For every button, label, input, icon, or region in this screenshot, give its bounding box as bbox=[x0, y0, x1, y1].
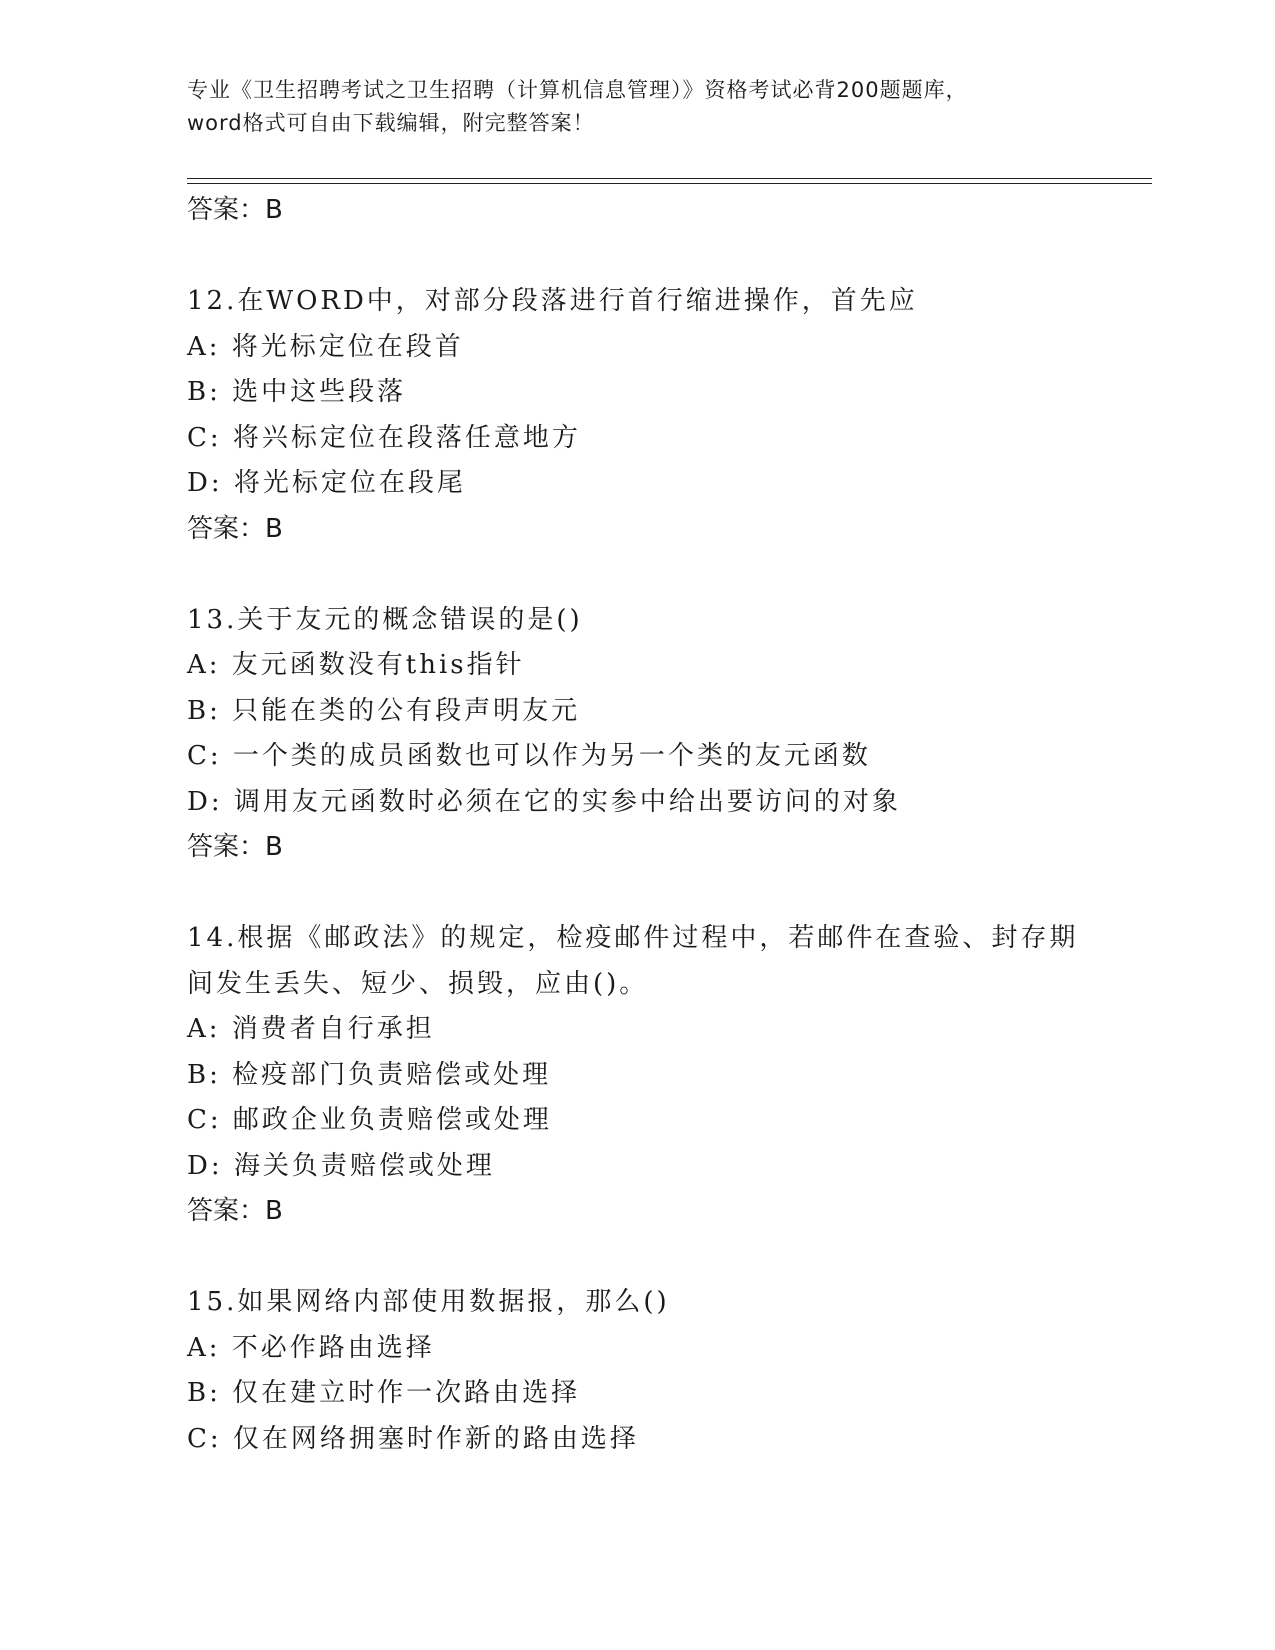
option-b: B: 仅在建立时作一次路由选择 bbox=[187, 1378, 581, 1408]
question-12 bbox=[187, 279, 1152, 552]
option-b: B: 选中这些段落 bbox=[187, 377, 407, 407]
question-stem: 13.关于友元的概念错误的是() bbox=[187, 604, 583, 635]
option-d: D: 将光标定位在段尾 bbox=[187, 468, 466, 498]
answer-line: 答案：B bbox=[187, 195, 283, 225]
answer-line: 答案：B bbox=[187, 832, 283, 862]
option-c: C: 邮政企业负责赔偿或处理 bbox=[187, 1105, 552, 1135]
question-stem: 12.在WORD中，对部分段落进行首行缩进操作，首先应 bbox=[187, 286, 918, 316]
document-body bbox=[187, 188, 1152, 1462]
answer-line: 答案：B bbox=[187, 513, 283, 544]
header-divider-top bbox=[187, 178, 1152, 179]
question-14 bbox=[187, 916, 1152, 1234]
option-c: C: 仅在网络拥塞时作新的路由选择 bbox=[187, 1423, 639, 1454]
option-d: D: 海关负责赔偿或处理 bbox=[187, 1150, 495, 1181]
header-line-2: word格式可自由下载编辑，附完整答案！ bbox=[187, 111, 595, 135]
option-a: A: 不必作路由选择 bbox=[187, 1332, 435, 1363]
option-a: A: 将光标定位在段首 bbox=[187, 331, 464, 362]
question-13 bbox=[187, 598, 1152, 871]
option-c: C: 一个类的成员函数也可以作为另一个类的友元函数 bbox=[187, 741, 871, 771]
option-d: D: 调用友元函数时必须在它的实参中给出要访问的对象 bbox=[187, 786, 901, 817]
option-a: A: 消费者自行承担 bbox=[187, 1014, 435, 1044]
header-divider-bottom bbox=[187, 183, 1152, 184]
question-15 bbox=[187, 1280, 1152, 1462]
question-stem: 14.根据《邮政法》的规定，检疫邮件过程中，若邮件在查验、封存期间发生丢失、短少、损毁，应由()。 bbox=[187, 923, 1079, 999]
document-header bbox=[187, 74, 1087, 140]
option-b: B: 检疫部门负责赔偿或处理 bbox=[187, 1059, 552, 1090]
option-a: A: 友元函数没有this指针 bbox=[187, 650, 525, 680]
option-c: C: 将兴标定位在段落任意地方 bbox=[187, 422, 581, 453]
answer-line: 答案：B bbox=[187, 1196, 283, 1226]
header-line-1: 专业《卫生招聘考试之卫生招聘（计算机信息管理）》资格考试必背200题题库， bbox=[187, 78, 968, 102]
option-b: B: 只能在类的公有段声明友元 bbox=[187, 695, 581, 726]
question-stem: 15.如果网络内部使用数据报，那么() bbox=[187, 1287, 670, 1317]
